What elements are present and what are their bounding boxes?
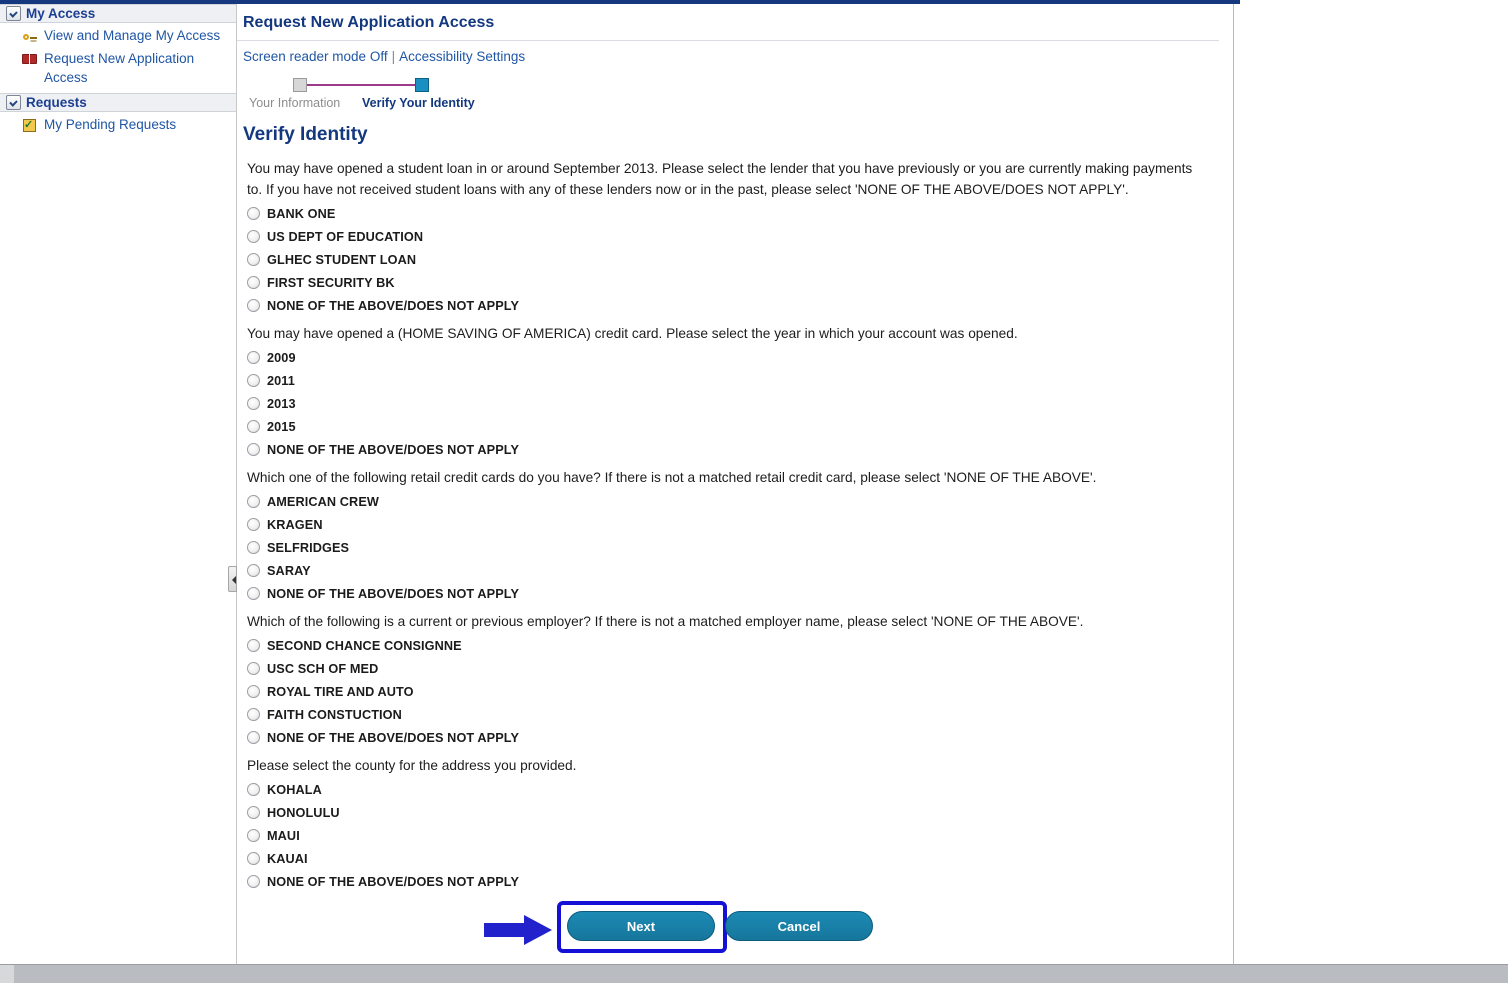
question-text: You may have opened a (HOME SAVING OF AMERICA) credit card. Please select the year in which your account was opened. xyxy=(247,326,1018,341)
step-node-your-information[interactable] xyxy=(293,78,307,92)
book-icon xyxy=(22,51,38,67)
radio-option-label: 2011 xyxy=(267,373,295,388)
section-title: Verify Identity xyxy=(243,124,368,145)
radio-option[interactable] xyxy=(247,657,1219,680)
step-label-verify-your-identity: Verify Your Identity xyxy=(362,96,475,110)
radio-option-label: BANK ONE xyxy=(267,206,336,221)
radio-button-icon[interactable] xyxy=(247,495,260,508)
accessibility-settings-link[interactable]: Accessibility Settings xyxy=(399,49,526,64)
radio-option[interactable] xyxy=(247,225,1219,248)
radio-option[interactable] xyxy=(247,634,1219,657)
window-top-strip-right xyxy=(1240,0,1508,8)
radio-option[interactable] xyxy=(247,369,1219,392)
radio-option-label: KOHALA xyxy=(267,782,322,797)
radio-option-label: ROYAL TIRE AND AUTO xyxy=(267,684,414,699)
radio-option-label: SELFRIDGES xyxy=(267,540,350,555)
radio-button-icon[interactable] xyxy=(247,420,260,433)
radio-option-label: NONE OF THE ABOVE/DOES NOT APPLY xyxy=(267,730,520,745)
step-label-your-information: Your Information xyxy=(249,96,341,110)
progress-steps xyxy=(249,74,547,120)
radio-button-icon[interactable] xyxy=(247,708,260,721)
next-button[interactable]: Next xyxy=(567,911,715,941)
radio-option-label: KRAGEN xyxy=(267,517,323,532)
radio-button-icon[interactable] xyxy=(247,207,260,220)
radio-option[interactable] xyxy=(247,582,1219,605)
radio-button-icon[interactable] xyxy=(247,587,260,600)
sidebar-item-label[interactable]: View and Manage My Access xyxy=(44,28,221,43)
radio-button-icon[interactable] xyxy=(247,276,260,289)
radio-button-icon[interactable] xyxy=(247,443,260,456)
radio-option[interactable] xyxy=(247,490,1219,513)
sidebar-group-requests[interactable] xyxy=(0,93,236,112)
radio-option[interactable] xyxy=(247,559,1219,582)
radio-option-label: FIRST SECURITY BK xyxy=(267,275,395,290)
question-text: You may have opened a student loan in or around September 2013. Please select the lender that you have previously or you are currently making payments to. If you have not received student loans with any of these lenders now or in the past, please select 'NONE OF THE ABOVE/DOES NOT APPLY'. xyxy=(247,161,1193,197)
sidebar-item-request-new-application-access[interactable] xyxy=(0,46,236,88)
radio-option[interactable] xyxy=(247,438,1219,461)
radio-option-label: GLHEC STUDENT LOAN xyxy=(267,252,417,267)
sidebar-item-view-and-manage-my-access[interactable] xyxy=(0,23,236,46)
radio-option-label: HONOLULU xyxy=(267,805,340,820)
radio-option-label: AMERICAN CREW xyxy=(267,494,379,509)
radio-option[interactable] xyxy=(247,824,1219,847)
radio-button-icon[interactable] xyxy=(247,829,260,842)
sidebar-item-my-pending-requests[interactable] xyxy=(0,112,236,135)
sidebar-group-label: Requests xyxy=(26,94,87,110)
radio-button-icon[interactable] xyxy=(247,351,260,364)
radio-option-label: NONE OF THE ABOVE/DOES NOT APPLY xyxy=(267,874,520,889)
radio-option[interactable] xyxy=(247,392,1219,415)
step-node-verify-your-identity[interactable] xyxy=(415,78,429,92)
accessibility-bar xyxy=(237,41,1219,64)
sidebar-item-label[interactable]: Request New Application Access xyxy=(44,51,195,85)
radio-option-label: FAITH CONSTUCTION xyxy=(267,707,402,722)
sidebar-group-label: My Access xyxy=(26,5,96,21)
radio-option[interactable] xyxy=(247,415,1219,438)
radio-button-icon[interactable] xyxy=(247,662,260,675)
radio-button-icon[interactable] xyxy=(247,783,260,796)
radio-option[interactable] xyxy=(247,726,1219,749)
radio-button-icon[interactable] xyxy=(247,541,260,554)
sidebar-group-my-access[interactable] xyxy=(0,4,236,23)
sidebar-collapse-handle[interactable] xyxy=(228,566,237,592)
radio-button-icon[interactable] xyxy=(247,685,260,698)
question-text: Which of the following is a current or previous employer? If there is not a matched employer name, please select 'NONE OF THE ABOVE'. xyxy=(247,614,1084,629)
radio-option-label: MAUI xyxy=(267,828,300,843)
radio-option-label: SARAY xyxy=(267,563,311,578)
radio-option[interactable] xyxy=(247,680,1219,703)
page-title: Request New Application Access xyxy=(237,10,1219,41)
accessibility-separator: | xyxy=(391,49,396,64)
radio-option[interactable] xyxy=(247,271,1219,294)
radio-button-icon[interactable] xyxy=(247,230,260,243)
radio-button-icon[interactable] xyxy=(247,875,260,888)
progress-track xyxy=(299,84,421,86)
bottom-bar-left-chunk xyxy=(0,965,14,983)
main-content xyxy=(237,4,1234,964)
radio-option[interactable] xyxy=(247,346,1219,369)
radio-option-label: SECOND CHANCE CONSIGNNE xyxy=(267,638,462,653)
radio-option[interactable] xyxy=(247,513,1219,536)
cursor-arrow-icon xyxy=(482,913,554,947)
radio-button-icon[interactable] xyxy=(247,639,260,652)
right-gutter xyxy=(1235,8,1508,964)
cancel-button[interactable]: Cancel xyxy=(725,911,873,941)
radio-button-icon[interactable] xyxy=(247,397,260,410)
screen-reader-mode-link[interactable]: Screen reader mode Off xyxy=(243,49,388,64)
radio-option-label: NONE OF THE ABOVE/DOES NOT APPLY xyxy=(267,586,520,601)
radio-option-label: NONE OF THE ABOVE/DOES NOT APPLY xyxy=(267,442,520,457)
radio-option[interactable] xyxy=(247,778,1219,801)
radio-option[interactable] xyxy=(247,703,1219,726)
radio-button-icon[interactable] xyxy=(247,299,260,312)
radio-option[interactable] xyxy=(247,202,1219,225)
radio-option-label: KAUAI xyxy=(267,851,308,866)
radio-option-label: NONE OF THE ABOVE/DOES NOT APPLY xyxy=(267,298,520,313)
radio-option-label: 2015 xyxy=(267,419,296,434)
clipboard-icon xyxy=(22,117,38,133)
radio-option[interactable] xyxy=(247,294,1219,317)
radio-option[interactable] xyxy=(247,248,1219,271)
radio-button-icon[interactable] xyxy=(247,731,260,744)
key-icon xyxy=(22,28,38,44)
identity-questions xyxy=(237,158,1219,893)
sidebar-item-label[interactable]: My Pending Requests xyxy=(44,117,177,132)
radio-button-icon[interactable] xyxy=(247,852,260,865)
radio-button-icon[interactable] xyxy=(247,253,260,266)
sidebar xyxy=(0,4,237,964)
radio-option[interactable] xyxy=(247,536,1219,559)
radio-option-label: 2013 xyxy=(267,396,296,411)
radio-option[interactable] xyxy=(247,801,1219,824)
radio-option[interactable] xyxy=(247,847,1219,870)
window-bottom-bar xyxy=(0,964,1508,983)
question-text: Please select the county for the address you provided. xyxy=(247,758,577,773)
radio-option-label: US DEPT OF EDUCATION xyxy=(267,229,424,244)
radio-option[interactable] xyxy=(247,870,1219,893)
radio-button-icon[interactable] xyxy=(247,806,260,819)
radio-button-icon[interactable] xyxy=(247,564,260,577)
radio-option-label: 2009 xyxy=(267,350,296,365)
radio-option-label: USC SCH OF MED xyxy=(267,661,379,676)
radio-button-icon[interactable] xyxy=(247,518,260,531)
chevron-down-icon[interactable] xyxy=(6,6,21,21)
form-actions xyxy=(237,903,1219,959)
radio-button-icon[interactable] xyxy=(247,374,260,387)
chevron-down-icon[interactable] xyxy=(6,95,21,110)
question-text: Which one of the following retail credit cards do you have? If there is not a matched retail credit card, please select 'NONE OF THE ABOVE'. xyxy=(247,470,1097,485)
